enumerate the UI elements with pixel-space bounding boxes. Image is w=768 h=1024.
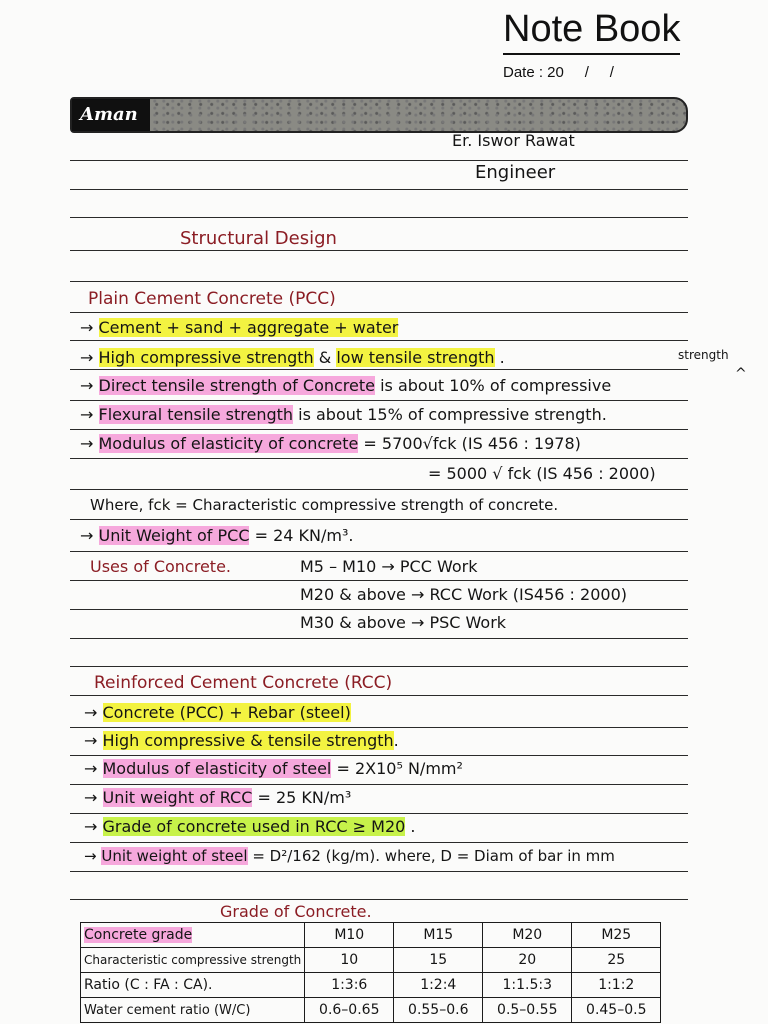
arrow-icon: → [80, 376, 94, 395]
pcc-line-1 [80, 318, 398, 338]
pcc-line-tail: is about 15% of compressive strength. [293, 405, 607, 424]
rcc-line-text: Grade of concrete used in RCC ≥ M20 [102, 817, 406, 836]
table-cell: Characteristic compressive strength [81, 948, 305, 973]
rcc-line-1 [84, 703, 351, 723]
rcc-line-4 [84, 788, 351, 808]
subject-title: Structural Design [180, 228, 337, 249]
pcc-line-text: Modulus of elasticity of concrete [98, 434, 359, 453]
table-header-row [81, 923, 661, 948]
rcc-line-5 [84, 817, 415, 837]
table-cell: 20 [483, 948, 572, 973]
rcc-line-text: Unit weight of steel [101, 847, 248, 865]
pcc-line-text: High compressive strength [98, 348, 314, 367]
unit-weight-label: Unit Weight of PCC [98, 526, 250, 545]
table-header-cell [81, 923, 305, 948]
arrow-icon: → [84, 731, 98, 750]
table-cell: Ratio (C : FA : CA). [81, 973, 305, 998]
arrow-icon: → [80, 405, 94, 424]
table-cell: 0.55–0.6 [394, 998, 483, 1023]
uses-item: M20 & above → RCC Work (IS456 : 2000) [300, 585, 627, 604]
pcc-line-text-2: low tensile strength [336, 348, 495, 367]
notebook-title: Note Book [503, 8, 680, 55]
arrow-icon: → [80, 348, 94, 367]
pcc-line-tail: . [494, 348, 505, 367]
unit-weight-value: = 24 KN/m³. [249, 526, 354, 545]
notebook-banner [70, 97, 688, 133]
rcc-line-2 [84, 731, 399, 751]
modulus-alt: = 5000 √ fck (IS 456 : 2000) [428, 464, 656, 483]
table-header-cell: M10 [305, 923, 394, 948]
where-line: Where, fck = Characteristic compressive strength of concrete. [90, 496, 559, 514]
pcc-unit-weight [80, 526, 353, 546]
rcc-line-tail: = D²/162 (kg/m). where, D = Diam of bar in mm [247, 847, 615, 865]
table-cell: 0.5–0.55 [483, 998, 572, 1023]
pcc-line-4 [80, 405, 607, 425]
uses-item: M30 & above → PSC Work [300, 613, 507, 632]
grade-table [80, 922, 661, 1023]
rcc-line-text: Modulus of elasticity of steel [102, 759, 332, 778]
table-row [81, 998, 661, 1023]
pcc-line-text: Cement + sand + aggregate + water [98, 318, 399, 337]
table-cell: Water cement ratio (W/C) [81, 998, 305, 1023]
table-header-cell: M20 [483, 923, 572, 948]
table-row [81, 973, 661, 998]
author-name: Er. Iswor Rawat [452, 131, 575, 150]
rcc-line-6 [84, 846, 615, 866]
rcc-heading: Reinforced Cement Concrete (RCC) [94, 673, 393, 693]
banner-name-tag: Aman [72, 99, 150, 131]
author-role: Engineer [475, 162, 556, 183]
rcc-line-text: High compressive & tensile strength [102, 731, 394, 750]
pcc-line-text: Direct tensile strength of Concrete [98, 376, 375, 395]
table-cell: 1:1.5:3 [483, 973, 572, 998]
table-header-cell: M25 [572, 923, 661, 948]
pcc-line-5 [80, 434, 581, 454]
table-cell: 0.45–0.5 [572, 998, 661, 1023]
arrow-icon: → [80, 526, 94, 545]
pcc-line-connector: & [313, 348, 337, 367]
table-cell: 1:2:4 [394, 973, 483, 998]
arrow-icon: → [80, 434, 94, 453]
table-cell: 1:3:6 [305, 973, 394, 998]
arrow-icon: → [84, 703, 98, 722]
pcc-line-tail: is about 10% of compressive [374, 376, 612, 395]
margin-note: strength [678, 348, 729, 362]
grade-table-title: Grade of Concrete. [220, 902, 372, 921]
table-cell: 0.6–0.65 [305, 998, 394, 1023]
pcc-heading: Plain Cement Concrete (PCC) [88, 289, 336, 309]
table-header-cell: M15 [394, 923, 483, 948]
uses-item: M5 – M10 → PCC Work [300, 557, 478, 576]
pcc-line-3 [80, 376, 611, 396]
table-cell: 10 [305, 948, 394, 973]
rcc-line-tail: = 25 KN/m³ [252, 788, 352, 807]
rcc-line-tail: = 2X10⁵ N/mm² [331, 759, 463, 778]
arrow-icon: → [84, 847, 97, 865]
table-cell: 25 [572, 948, 661, 973]
pcc-line-text: Flexural tensile strength [98, 405, 294, 424]
uses-label: Uses of Concrete. [90, 557, 231, 576]
rcc-line-tail: . [405, 817, 416, 836]
table-cell: 1:1:2 [572, 973, 661, 998]
arrow-icon: → [84, 759, 98, 778]
arrow-icon: → [84, 788, 98, 807]
rcc-line-text: Concrete (PCC) + Rebar (steel) [102, 703, 351, 722]
arrow-icon: → [84, 817, 98, 836]
arrow-icon: → [80, 318, 94, 337]
rcc-line-3 [84, 759, 463, 779]
rcc-line-tail: . [393, 731, 399, 750]
pcc-line-2 [80, 348, 505, 368]
pcc-line-tail: = 5700√fck (IS 456 : 1978) [358, 434, 581, 453]
table-row [81, 948, 661, 973]
date-field: Date : 20 / / [503, 64, 614, 81]
rcc-line-text: Unit weight of RCC [102, 788, 253, 807]
table-header-label: Concrete grade [84, 927, 193, 943]
caret-mark: ^ [735, 366, 747, 382]
table-cell: 15 [394, 948, 483, 973]
